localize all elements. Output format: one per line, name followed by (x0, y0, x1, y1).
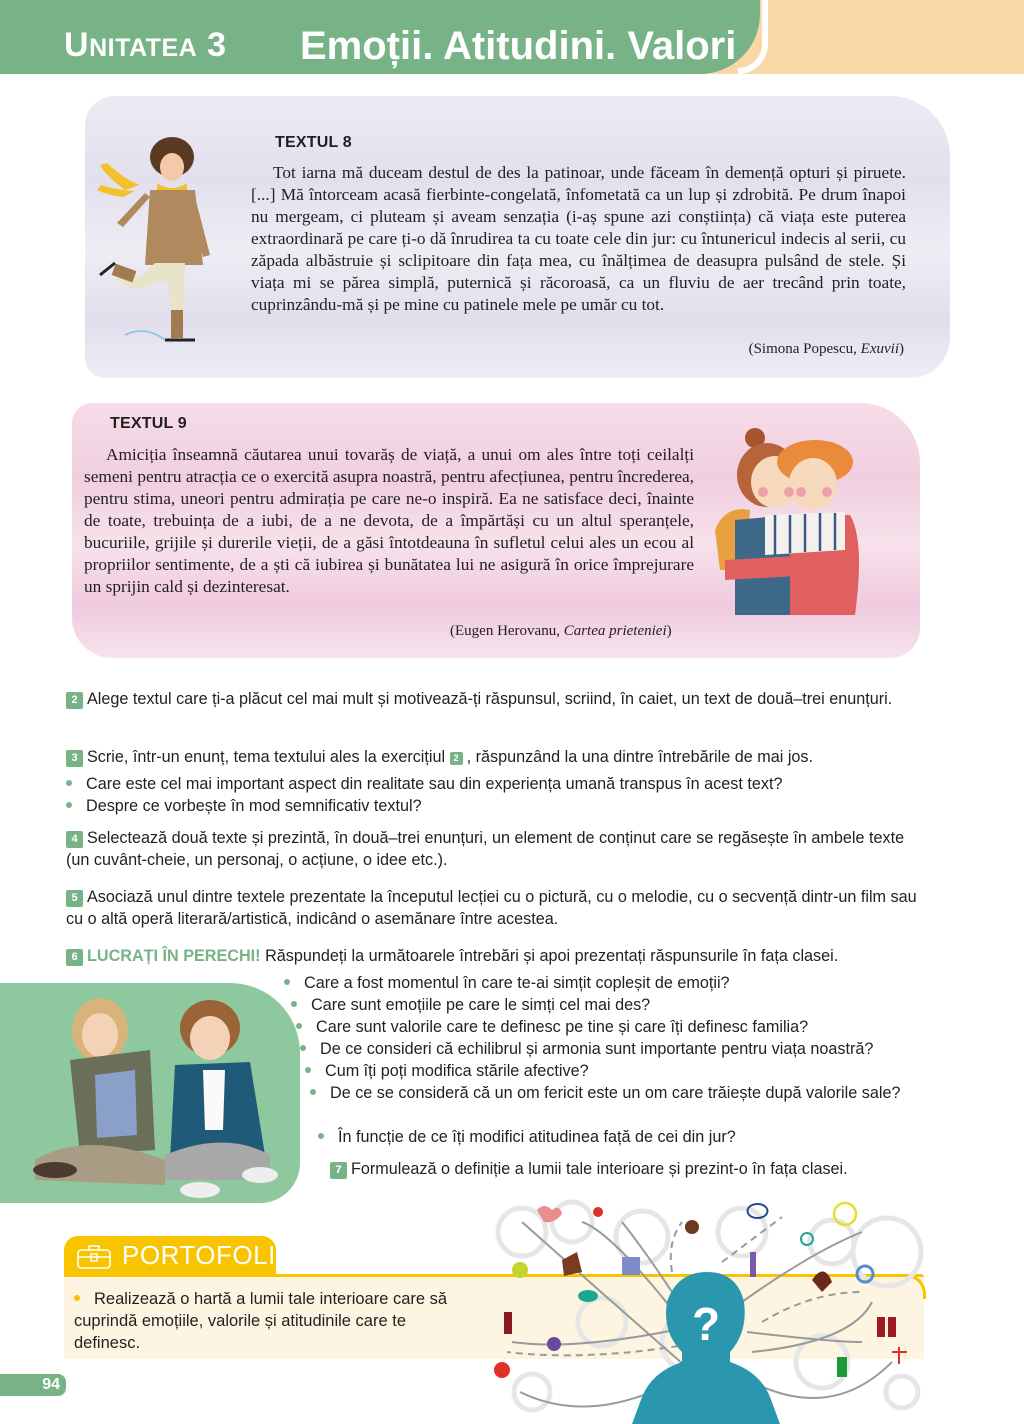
page-header (0, 0, 1024, 74)
question-item: De ce consideri că echilibrul și armonia sunt importante pentru viața noastră? (300, 1038, 873, 1060)
inner-world-illustration (492, 1192, 928, 1424)
question-item: De ce se consideră că un om fericit este un om care trăiește după valorile sale? (310, 1082, 925, 1104)
question-item: Care sunt emoțiile pe care le simți cel mai des? (291, 994, 650, 1016)
exercise-reference-badge: 2 (450, 752, 463, 765)
exercise-3-bullet: Despre ce vorbește în mod semnificativ textul? (66, 795, 422, 817)
exercise-number-badge: 3 (66, 750, 83, 767)
exercise-2-text: Alege textul care ți-a plăcut cel mai mult și motivează-ți răspunsul, scriind, în caiet, un text de două–trei enunțuri. (87, 690, 893, 708)
question-item: În funcție de ce îți modifici atitudinea față de cei din jur? (318, 1126, 736, 1148)
text9-source: (Eugen Herovanu, Cartea prieteniei) (450, 623, 672, 639)
exercise-5: 5 Asociază unul dintre textele prezentate la începutul lecției cu o pictură, cu o melodie, cu o secvență dintr-un film sau cu o altă operă literară/artistică, indicând o asemănare între acestea. (66, 888, 917, 928)
exercise-number-badge: 7 (330, 1162, 347, 1179)
question-item: Care a fost momentul în care te-ai simțit copleșit de emoții? (284, 972, 730, 994)
page-number: 94 (0, 1374, 66, 1396)
text8-body: Tot iarna mă duceam destul de des la patinoar, unde făceam în demență opturi și piruete. [...] Mă întorceam acasă fierbinte-congelată, înfometată ca un lup și zdrobită. Pe drum înapoi nu mergeam, ci pluteam și aveam senzația (i-aș spune azi conștiința) că viața este puterea extraordinară pe care ți-o dă înrudirea ta cu toate cele din jur: cu întunericul indecis al serii, cu zăpada albăstruie și sclipitoare din fața mea, cu înălțimea de deasupra pulsând de stele. Și viața mi se părea simplă, puternică și răcoroasă, ca un fluviu de aer trecând prin toate, cuprinzându-mă și pe mine cu patinele mele pe umăr cu tot. (251, 163, 906, 314)
text8-title: TEXTUL 8 (275, 134, 352, 151)
bullet-icon (284, 979, 290, 985)
question-item: Cum îți poți modifica stările afective? (305, 1060, 589, 1082)
exercise-3-bullet: Care este cel mai important aspect din realitate sau din experiența umană transpus în acest text? (66, 773, 782, 795)
portfolio-text: Realizează o hartă a lumii tale interioare care să cuprindă emoțiile, valorile și atitudinile care te definesc. (74, 1290, 448, 1352)
unit-label: UNITATEA 3 (64, 26, 227, 64)
bullet-icon (310, 1089, 316, 1095)
bullet-icon (300, 1045, 306, 1051)
bullet-icon (318, 1133, 324, 1139)
teenagers-photo (25, 990, 285, 1200)
portfolio-label: PORTOFOLIU (122, 1240, 296, 1270)
exercise-3: 3 Scrie, într-un enunț, tema textului ales la exercițiul 2 , răspunzând la una dintre întrebările de mai jos. (66, 746, 926, 768)
unit-title: Emoții. Atitudini. Valori (300, 24, 737, 68)
bullet-icon (291, 1001, 297, 1007)
exercise-number-badge: 2 (66, 692, 83, 709)
svg-text:?: ? (691, 1298, 721, 1350)
exercise-number-badge: 5 (66, 890, 83, 907)
question-item: Care sunt valorile care te definesc pe tine și care îți definesc familia? (296, 1016, 808, 1038)
pair-work-label: LUCRAȚI ÎN PERECHI! (87, 947, 261, 965)
friends-hug-illustration (705, 420, 875, 620)
bullet-icon (296, 1023, 302, 1029)
bullet-icon (66, 802, 72, 808)
bullet-icon (66, 780, 72, 786)
exercise-number-badge: 6 (66, 949, 83, 966)
skater-illustration (95, 135, 225, 350)
exercise-2 (66, 688, 926, 710)
exercise-4: 4 Selectează două texte și prezintă, în două–trei enunțuri, un element de conținut care se regăsește în ambele texte (un cuvânt-cheie, un personaj, o acțiune, o idee etc.). (66, 829, 905, 869)
text8-source: (Simona Popescu, Exuvii) (748, 341, 904, 357)
briefcase-icon (76, 1244, 112, 1270)
bullet-icon (305, 1067, 311, 1073)
text9-title: TEXTUL 9 (110, 415, 187, 432)
exercise-7: 7 Formulează o definiție a lumii tale interioare și prezint-o în fața clasei. (330, 1158, 848, 1180)
exercise-number-badge: 4 (66, 831, 83, 848)
bullet-icon (74, 1295, 80, 1301)
exercise-6: 6 LUCRAȚI ÎN PERECHI! Răspundeți la următoarele întrebări și apoi prezentați răspunsurile în fața clasei. (66, 945, 926, 967)
text9-body: Amiciția înseamnă căutarea unui tovarăș de viață, a unui om ales între toți ceilalți semeni pentru atracția ce o exercită asupra noastră, pentru afecțiunea, pentru încrederea, pentru stima, uneori pentru admirația pe care ne-o inspiră. Ea ne satisface deci, înainte de toate, trebuința de a iubi, de a ne devota, de a împărtăși cu un altul speranțele, bucuriile, grijile și durerile vieții, de a găsi întotdeauna în sufletul celui ales un ecou al propriilor sentimente, de a ști că iubirea și bunătatea lui ne asigură în orice împrejurare un sprijin cald și dezinteresat. (84, 445, 694, 596)
